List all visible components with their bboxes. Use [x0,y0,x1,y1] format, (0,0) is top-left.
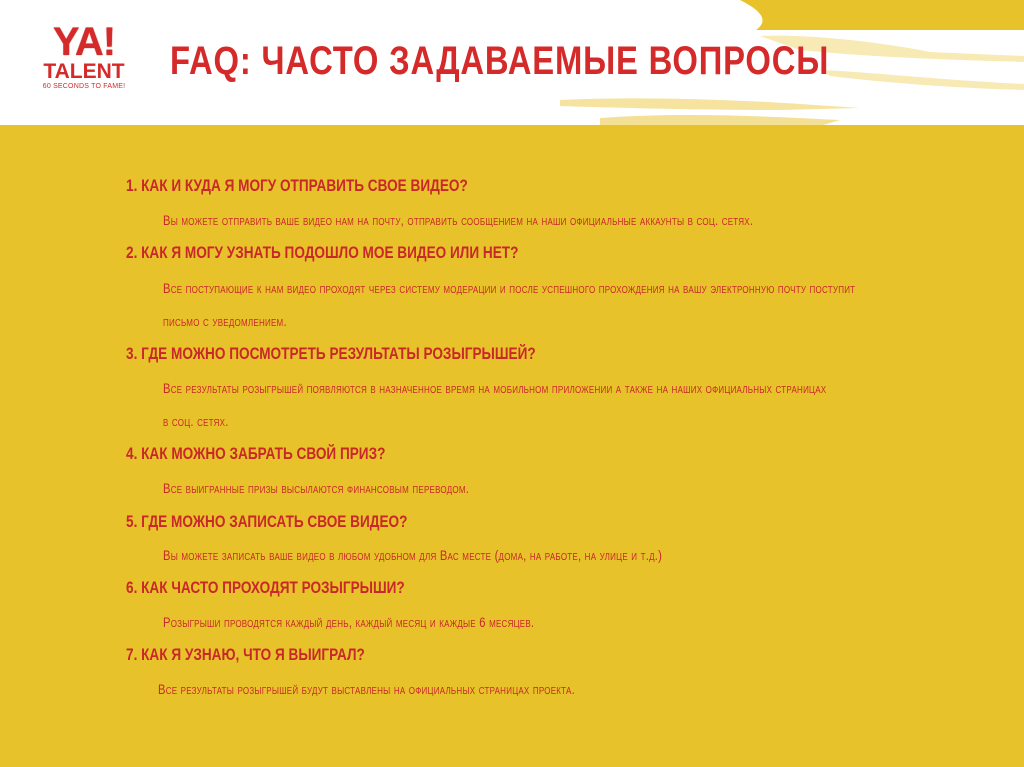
faq-answer-6-line-1: Розыгрыши проводятся каждый день, каждый месяц и каждые 6 месяцев. [163,614,535,630]
faq-question-3: 3. ГДЕ МОЖНО ПОСМОТРЕТЬ РЕЗУЛЬТАТЫ РОЗЫГРЫШЕЙ? [126,344,536,363]
faq-answer-2-line-2: письмо с уведомлением. [163,313,287,329]
faq-answer-2-line-1: Все поступающие к нам видео проходят через систему модерации и после успешного прохождения на вашу электронную почту поступит [163,280,856,296]
faq-question-5: 5. ГДЕ МОЖНО ЗАПИСАТЬ СВОЕ ВИДЕО? [126,512,408,531]
logo-brand-bottom: TALENT [43,60,125,83]
logo-brand-top: YA! [52,20,116,64]
faq-question-6: 6. КАК ЧАСТО ПРОХОДЯТ РОЗЫГРЫШИ? [126,578,405,597]
faq-answer-5-line-1: Вы можете записать ваше видео в любом удобном для Вас месте (дома, на работе, на улице и т.д.) [163,547,663,563]
faq-question-7: 7. КАК Я УЗНАЮ, ЧТО Я ВЫИГРАЛ? [126,645,365,664]
faq-answer-3-line-1: Все результаты розыгрышей появляются в назначенное время на мобильном приложении а также на наших официальных страницах [163,380,827,396]
faq-answer-3-line-2: в соц. сетях. [163,413,229,429]
logo-slogan: 60 SECONDS TO FAME! [42,83,126,90]
faq-answer-4-line-1: Все выигранные призы высылаются финансовым переводом. [163,480,470,496]
faq-answer-1-line-1: Вы можете отправить ваше видео нам на почту, отправить сообщением на наши официальные аккаунты в соц. сетях. [163,212,754,228]
faq-question-4: 4. КАК МОЖНО ЗАБРАТЬ СВОЙ ПРИЗ? [126,444,386,463]
page-title: FAQ: ЧАСТО ЗАДАВАЕМЫЕ ВОПРОСЫ [170,39,830,83]
faq-question-2: 2. КАК Я МОГУ УЗНАТЬ ПОДОШЛО МОЕ ВИДЕО ИЛИ НЕТ? [126,243,519,262]
faq-answer-7-line-1: Все результаты розыгрышей будут выставлены на официальных страницах проекта. [158,681,575,697]
faq-question-1: 1. КАК И КУДА Я МОГУ ОТПРАВИТЬ СВОЕ ВИДЕО? [126,176,468,195]
